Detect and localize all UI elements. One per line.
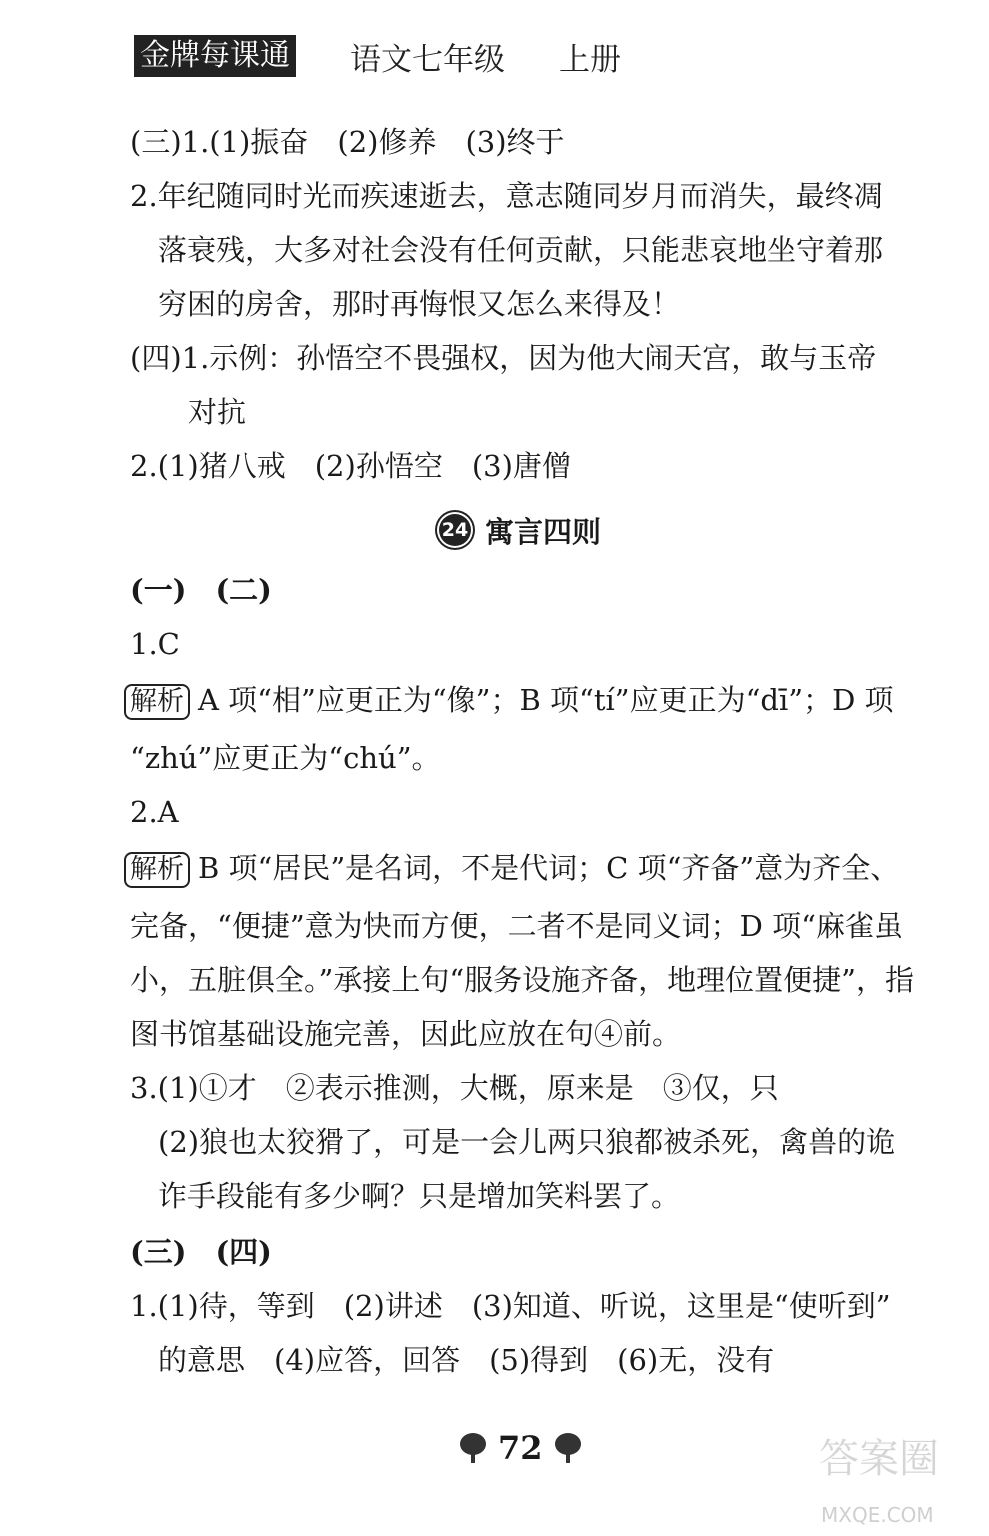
tree-icon bbox=[553, 1432, 583, 1464]
analysis-line bbox=[124, 848, 899, 888]
section-title bbox=[437, 510, 601, 550]
answer-line: (三)1.(1)振奋 (2)修养 (3)终于 bbox=[130, 125, 565, 159]
analysis-line bbox=[124, 680, 894, 720]
analysis-text: B 项“居民”是名词，不是代词；C 项“齐备”意为齐全、 bbox=[198, 851, 900, 885]
answer-line: 1.(1)待，等到 (2)讲述 (3)知道、听说，这里是“使听到” bbox=[130, 1289, 891, 1323]
analysis-line: 图书馆基础设施完善，因此应放在句④前。 bbox=[130, 1017, 682, 1051]
answer-line: (2)狼也太狡猾了，可是一会儿两只狼都被杀死，禽兽的诡 bbox=[158, 1125, 896, 1159]
question-group-label: (三) (四) bbox=[130, 1235, 272, 1269]
analysis-line: 小，五脏俱全。”承接上句“服务设施齐备，地理位置便捷”，指 bbox=[130, 963, 914, 997]
answer-line: 2.年纪随同时光而疾速逝去，意志随同岁月而消失，最终凋 bbox=[130, 179, 883, 213]
watermark-text: 答案圈 bbox=[819, 1436, 939, 1482]
answer-line: 3.(1)①才 ②表示推测，大概，原来是 ③仅，只 bbox=[130, 1071, 779, 1105]
section-title-text: 寓言四则 bbox=[485, 514, 602, 549]
analysis-line: “zhú”应更正为“chú”。 bbox=[130, 741, 441, 775]
answer-line: 2.(1)猪八戒 (2)孙悟空 (3)唐僧 bbox=[130, 449, 571, 483]
watermark bbox=[799, 1422, 979, 1532]
answer-line: 的意思 (4)应答，回答 (5)得到 (6)无，没有 bbox=[158, 1343, 775, 1377]
section-number-badge: 24 bbox=[437, 512, 473, 548]
answer-line: 对抗 bbox=[188, 395, 247, 429]
answer-line: 落衰残，大多对社会没有任何贡献，只能悲哀地坐守着那 bbox=[158, 233, 884, 267]
subject-label: 语文七年级 bbox=[350, 41, 505, 78]
analysis-text: A 项“相”应更正为“像”；B 项“tí”应更正为“dī”；D 项 bbox=[198, 683, 894, 717]
tree-icon bbox=[458, 1432, 488, 1464]
page-number: 72 bbox=[498, 1429, 543, 1467]
answer-line: 诈手段能有多少啊？只是增加笑料罢了。 bbox=[158, 1179, 681, 1213]
answer-line: 2.A bbox=[130, 795, 179, 829]
page-footer bbox=[458, 1424, 583, 1472]
watermark-url: MXQE.COM bbox=[821, 1503, 934, 1527]
answer-line: 穷困的房舍，那时再悔恨又怎么来得及！ bbox=[158, 287, 681, 321]
question-group-label: (一) (二) bbox=[130, 573, 272, 607]
answer-line: 1.C bbox=[130, 627, 180, 661]
answer-line: (四)1.示例：孙悟空不畏强权，因为他大闹天宫，敢与玉帝 bbox=[130, 341, 877, 375]
brand-label: 金牌每课通 bbox=[134, 35, 296, 77]
analysis-line: 完备，“便捷”意为快而方便，二者不是同义词；D 项“麻雀虽 bbox=[130, 909, 903, 943]
running-header bbox=[134, 34, 621, 78]
volume-label: 上册 bbox=[559, 41, 621, 78]
analysis-tag: 解析 bbox=[124, 684, 190, 720]
analysis-tag: 解析 bbox=[124, 852, 190, 888]
